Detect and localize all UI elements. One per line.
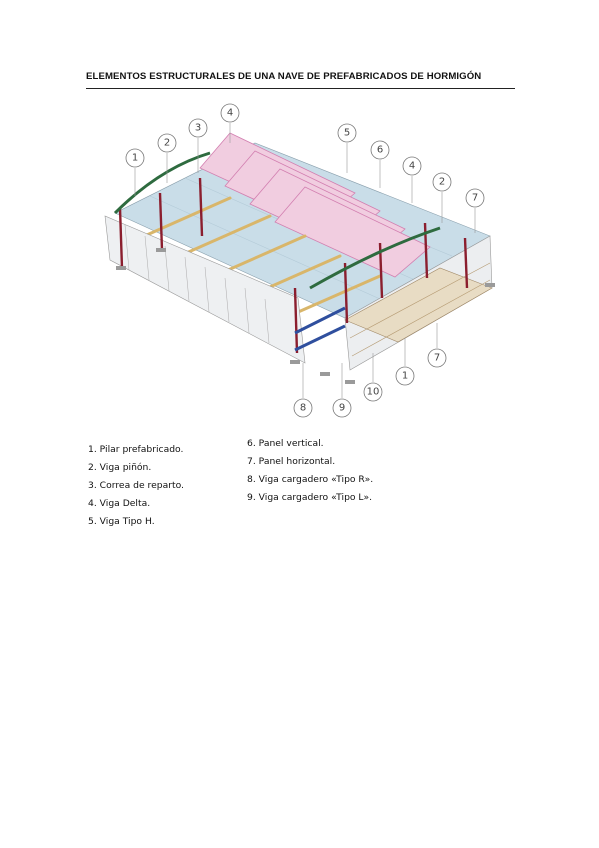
structure-diagram (80, 98, 520, 428)
callout-label: 1 (401, 370, 409, 382)
page-title: ELEMENTOS ESTRUCTURALES DE UNA NAVE DE PREFABRICADOS DE HORMIGÓN (86, 71, 482, 82)
callout-label: 7 (433, 352, 441, 364)
legend-item: 7. Panel horizontal. (247, 456, 336, 467)
title-underline (86, 88, 515, 89)
legend-item: 8. Viga cargadero «Tipo R». (247, 474, 374, 485)
callout-label: 9 (338, 402, 346, 414)
callout-label: 2 (163, 137, 171, 149)
legend-item: 9. Viga cargadero «Tipo L». (247, 492, 373, 503)
callout-8 (294, 363, 312, 417)
callout-label: 4 (226, 107, 234, 119)
callout-5 (338, 124, 356, 173)
legend-item: 2. Viga piñón. (88, 462, 152, 473)
callout-label: 4 (408, 160, 416, 172)
callout-label: 8 (299, 402, 307, 414)
callout-label: 3 (194, 122, 202, 134)
legend-item: 3. Correa de reparto. (88, 480, 184, 491)
callout-4-right (403, 157, 421, 203)
callout-7-bottom (428, 323, 446, 367)
legend-right (247, 435, 373, 507)
callout-label: 5 (343, 127, 351, 139)
legend-left (88, 441, 184, 531)
callout-9 (333, 363, 351, 417)
legend-item: 6. Panel vertical. (247, 438, 324, 449)
callout-label: 1 (131, 152, 139, 164)
callout-label: 6 (376, 144, 384, 156)
callout-6 (371, 141, 389, 188)
legend-item: 1. Pilar prefabricado. (88, 444, 184, 455)
callout-7-top (466, 189, 484, 233)
callout-label: 7 (471, 192, 479, 204)
callout-1-bottom (396, 338, 414, 385)
callout-label: 10 (366, 386, 380, 398)
callout-label: 2 (438, 176, 446, 188)
legend-item: 4. Viga Delta. (88, 498, 151, 509)
legend-item: 5. Viga Tipo H. (88, 516, 155, 527)
